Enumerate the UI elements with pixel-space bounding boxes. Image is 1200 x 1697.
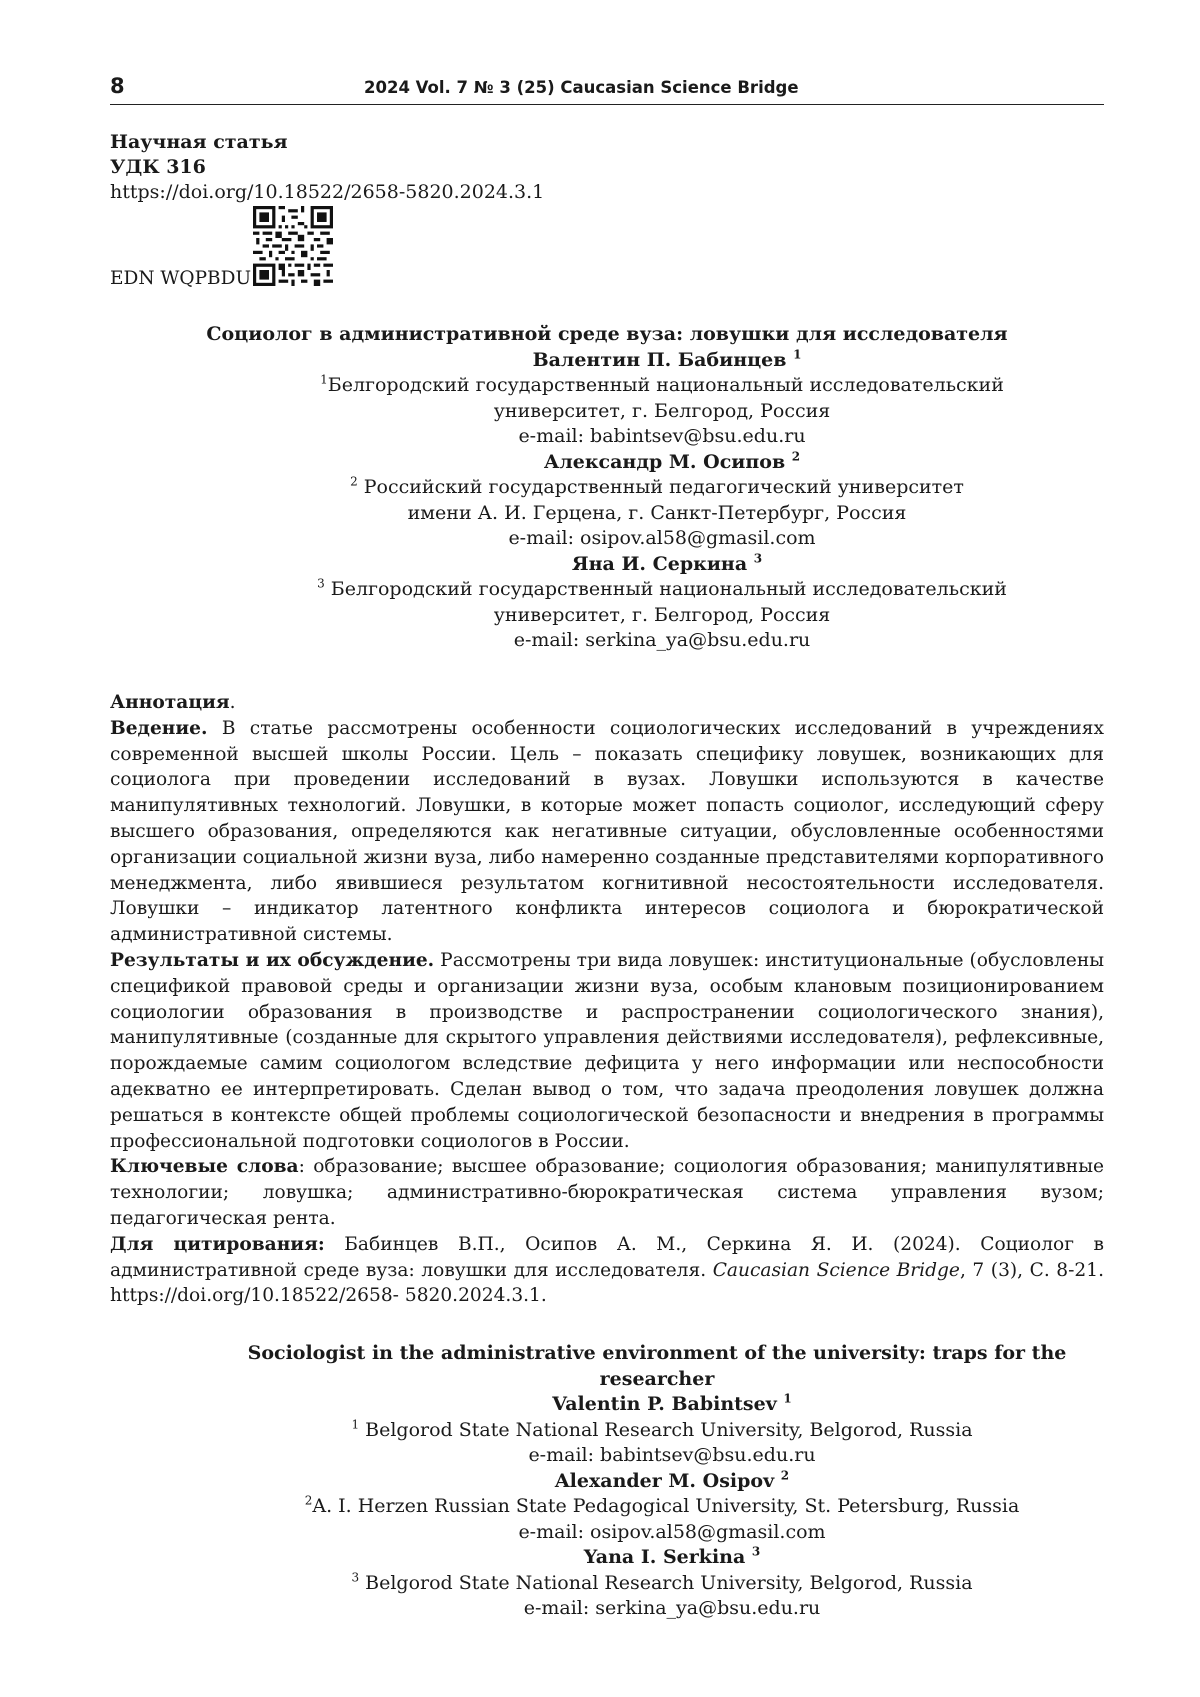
- abstract-intro: Ведение. В статье рассмотрены особенности социологических исследований в учреждениях современной высшей школы России. Цель – показать специфику ловушек, возникающих для социолога при проведении исследований в вузах. Ловушки используются в качестве манипулятивных технологий. Ловушки, в которые может попасть социолог, исследующий сферу высшего образования, определяются как негативные ситуации, обусловленные особенностями организации социальной жизни вуза, либо намеренно созданные представителями корпоративного менеджмента, либо явившиеся результатом когнитивной несостоятельности исследователя. Ловушки – индикатор латентного конфликта интересов социолога и бюрократической административной системы.: [110, 717, 1104, 946]
- ru-author-2: Александр М. Осипов $^2$: [543, 449, 801, 473]
- en-affiliation-1: $^1$ Belgorod State National Research University, Belgorod, Russia: [351, 1417, 973, 1441]
- article-meta: [110, 130, 544, 205]
- edn-code: EDN WQPBDU: [110, 268, 252, 289]
- en-author-3: Yana I. Serkina $^3$: [583, 1544, 761, 1568]
- ru-affiliation-1: $^1$Белгородский государственный национальный исследовательский: [320, 372, 1004, 396]
- ru-title: Социолог в административной среде вуза: ловушки для исследователя: [206, 323, 1008, 345]
- ru-affiliation-2-line2: имени А. И. Герцена, г. Санкт-Петербург, Россия: [407, 501, 907, 524]
- en-email-1[interactable]: e-mail: babintsev@bsu.edu.ru: [528, 1444, 816, 1466]
- abstract-heading: Аннотация.: [110, 692, 236, 713]
- en-title: Sociologist in the administrative environment of the university: traps for the researcher: [247, 1342, 1067, 1390]
- ru-header-block: [110, 322, 1104, 654]
- en-author-2: Alexander M. Osipov $^2$: [554, 1468, 790, 1492]
- en-author-1: Valentin P. Babintsev $^1$: [552, 1391, 792, 1415]
- en-header-block: [110, 1341, 1104, 1622]
- ru-email-3[interactable]: e-mail: serkina_ya@bsu.edu.ru: [513, 629, 811, 651]
- abstract-keywords: Ключевые слова: образование; высшее образование; социология образования; манипулятивные технологии; ловушка; административно-бюрократическая система управления вузом; педагогическая рента.: [110, 1156, 1104, 1229]
- ru-email-2[interactable]: e-mail: osipov.al58@gmasil.com: [508, 527, 816, 549]
- ru-author-1: Валентин П. Бабинцев $^1$: [532, 347, 802, 371]
- abstract-citation: Для цитирования: Бабинцев В.П., Осипов А. М., Серкина Я. И. (2024). Социолог в административной среде вуза: ловушки для исследователя. Caucasian Science Bridge, 7 (3), С. 8-21. https://doi.org/10.18522/2658- 5820.2024.3.1.: [110, 1233, 1104, 1307]
- udk-code: УДК 316: [110, 156, 206, 178]
- ru-affiliation-2: $^2$ Российский государственный педагогический университет: [350, 474, 964, 498]
- abstract-block: [110, 690, 1104, 1309]
- ru-affiliation-3: $^3$ Белгородский государственный национальный исследовательский: [317, 576, 1007, 600]
- ru-affiliation-1-line2: университет, г. Белгород, Россия: [493, 399, 831, 422]
- en-affiliation-3: $^3$ Belgorod State National Research University, Belgorod, Russia: [351, 1570, 973, 1594]
- en-email-3[interactable]: e-mail: serkina_ya@bsu.edu.ru: [523, 1597, 821, 1619]
- qr-code-icon: [253, 206, 333, 286]
- abstract-results: Результаты и их обсуждение. Рассмотрены три вида ловушек: институциональные (обусловлены спецификой правовой среды и организации жизни вуза, особым клановым позиционированием социологии образования в производстве и распространении социологического знания), манипулятивные (созданные для скрытого управления действиями исследователя), рефлексивные, порождаемые самим социологом вследствие дефицита у него информации или неспособности адекватно ее интерпретировать. Сделан вывод о том, что задача преодоления ловушек должна решаться в контексте общей проблемы социологической безопасности и внедрения в программы профессиональной подготовки социологов в России.: [110, 949, 1105, 1152]
- article-type: Научная статья: [110, 131, 288, 153]
- ru-email-1[interactable]: e-mail: babintsev@bsu.edu.ru: [518, 425, 806, 447]
- journal-title: 2024 Vol. 7 № 3 (25) Caucasian Science Bridge: [364, 78, 799, 97]
- en-email-2[interactable]: e-mail: osipov.al58@gmasil.com: [518, 1520, 826, 1543]
- doi-link[interactable]: https://doi.org/10.18522/2658-5820.2024.3.1: [110, 181, 545, 203]
- en-affiliation-2: $^2$A. I. Herzen Russian State Pedagogical University, St. Petersburg, Russia: [304, 1493, 1020, 1517]
- ru-author-3: Яна И. Серкина $^3$: [571, 551, 763, 575]
- running-header: [110, 74, 1104, 105]
- page-number: 8: [110, 74, 125, 98]
- ru-affiliation-3-line2: университет, г. Белгород, Россия: [493, 603, 831, 626]
